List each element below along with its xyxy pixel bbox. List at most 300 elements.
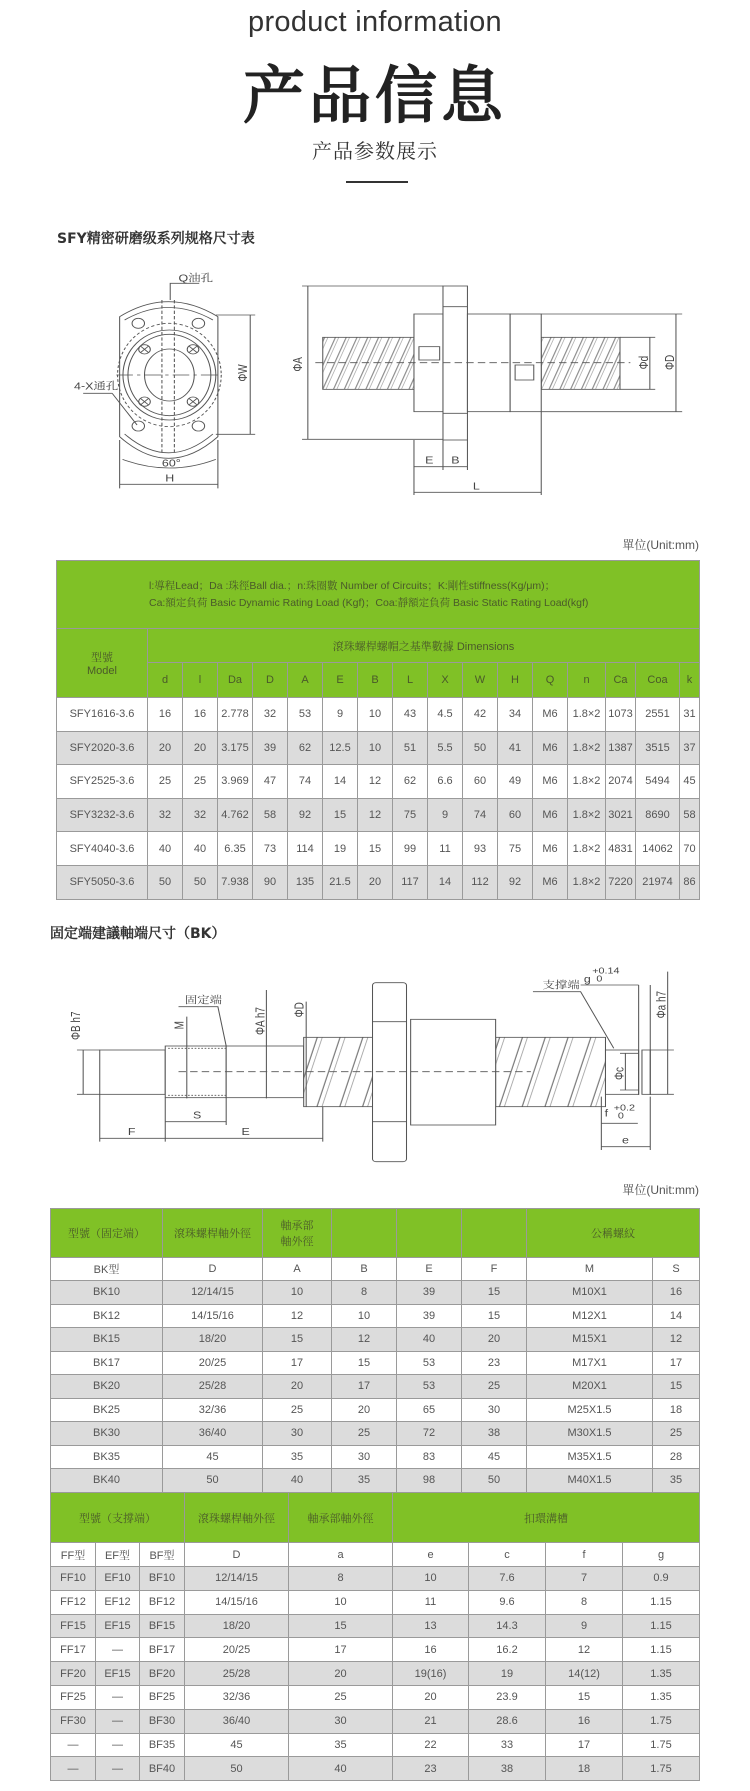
table-cell: 40 bbox=[289, 1757, 393, 1781]
table-cell: 40 bbox=[397, 1328, 462, 1352]
table-cell: 45 bbox=[163, 1445, 263, 1469]
table-cell: 74 bbox=[288, 765, 323, 799]
table-cell: 1.75 bbox=[623, 1709, 700, 1733]
table-cell: — bbox=[96, 1685, 140, 1709]
subheader-cell: a bbox=[289, 1543, 393, 1567]
table-cell: 62 bbox=[393, 765, 428, 799]
table-cell: 12 bbox=[653, 1328, 700, 1352]
table-cell: — bbox=[96, 1709, 140, 1733]
table-cell: 0.9 bbox=[623, 1567, 700, 1591]
table-cell: 18 bbox=[653, 1398, 700, 1422]
table-row bbox=[57, 731, 700, 765]
table-cell: 7.938 bbox=[218, 865, 253, 899]
table-cell: 18/20 bbox=[163, 1328, 263, 1352]
table-cell: BF12 bbox=[140, 1590, 185, 1614]
table-cell: 4831 bbox=[606, 832, 636, 866]
spec-legend-line-2: Ca:額定負荷 Basic Dynamic Rating Load (Kgf)；Coa:靜額定負荷 Basic Static Rating Load(kgf) bbox=[149, 596, 589, 609]
table-cell: 19(16) bbox=[393, 1662, 469, 1686]
column-header-b: B bbox=[358, 663, 393, 698]
subheader-cell: D bbox=[163, 1258, 263, 1281]
dimensions-header: 滾珠螺桿螺帽之基準數據 Dimensions bbox=[148, 629, 700, 663]
table-cell: 16 bbox=[148, 698, 183, 732]
table-row bbox=[57, 698, 700, 732]
table-cell: 15 bbox=[289, 1614, 393, 1638]
table-cell: 72 bbox=[397, 1422, 462, 1446]
table-cell: BF40 bbox=[140, 1757, 185, 1781]
table-cell: 83 bbox=[397, 1445, 462, 1469]
table-cell: 25 bbox=[148, 765, 183, 799]
table-cell: 45 bbox=[680, 765, 700, 799]
table-cell: BK30 bbox=[51, 1422, 163, 1446]
table-cell: EF10 bbox=[96, 1567, 140, 1591]
table-cell: 10 bbox=[289, 1590, 393, 1614]
spec-legend-line-1: l:導程Lead；Da :珠徑Ball dia.；n:珠圈數 Number of Circuits；K:剛性stiffness(Kg/μm)； bbox=[149, 579, 556, 592]
dim-g-label: g bbox=[583, 974, 591, 986]
table-cell: 25 bbox=[332, 1422, 397, 1446]
table-cell: 53 bbox=[288, 698, 323, 732]
table-row bbox=[51, 1662, 700, 1686]
subheader-cell: M bbox=[527, 1258, 653, 1281]
table-cell: 62 bbox=[288, 731, 323, 765]
subheader-cell: EF型 bbox=[96, 1543, 140, 1567]
table-cell: SFY2525-3.6 bbox=[57, 765, 148, 799]
dim-d-label: ΦD bbox=[293, 1002, 308, 1018]
table-cell: 43 bbox=[393, 698, 428, 732]
table-cell: 18/20 bbox=[185, 1614, 289, 1638]
table-cell: 32/36 bbox=[185, 1685, 289, 1709]
table-cell: 1.8×2 bbox=[568, 731, 606, 765]
table-cell: 8 bbox=[332, 1281, 397, 1305]
column-header-ca: Ca bbox=[606, 663, 636, 698]
subheader-row bbox=[51, 1543, 700, 1567]
column-header-n: n bbox=[568, 663, 606, 698]
table-cell: 53 bbox=[397, 1375, 462, 1399]
column-header-a: A bbox=[288, 663, 323, 698]
table-cell: 12/14/15 bbox=[163, 1281, 263, 1305]
table-cell: 21 bbox=[393, 1709, 469, 1733]
table-cell: FF17 bbox=[51, 1638, 96, 1662]
table-cell: 16 bbox=[183, 698, 218, 732]
table-cell: 37 bbox=[680, 731, 700, 765]
subheader-row bbox=[51, 1258, 700, 1281]
table-cell: 5494 bbox=[636, 765, 680, 799]
table-cell: 51 bbox=[393, 731, 428, 765]
table-cell: 23.9 bbox=[469, 1685, 546, 1709]
table-cell: FF10 bbox=[51, 1567, 96, 1591]
table-cell: 86 bbox=[680, 865, 700, 899]
table-cell: 92 bbox=[288, 798, 323, 832]
table-cell: 10 bbox=[393, 1567, 469, 1591]
table-cell: 1.15 bbox=[623, 1590, 700, 1614]
table-cell: 1.75 bbox=[623, 1733, 700, 1757]
table-cell: 36/40 bbox=[163, 1422, 263, 1446]
table-cell: FF12 bbox=[51, 1590, 96, 1614]
table-cell: 7 bbox=[546, 1567, 623, 1591]
table-cell: 22 bbox=[393, 1733, 469, 1757]
table-cell: 50 bbox=[463, 731, 498, 765]
table-row bbox=[51, 1328, 700, 1352]
table-cell: 35 bbox=[332, 1469, 397, 1493]
table-cell: 9 bbox=[546, 1614, 623, 1638]
table-cell: 8 bbox=[289, 1567, 393, 1591]
table-cell: 16 bbox=[393, 1638, 469, 1662]
table-cell: 38 bbox=[462, 1422, 527, 1446]
page-title: 产品信息 bbox=[242, 59, 507, 132]
table-cell: 35 bbox=[263, 1445, 332, 1469]
spec-legend bbox=[57, 561, 700, 629]
table-cell: 1.8×2 bbox=[568, 765, 606, 799]
table-cell: EF15 bbox=[96, 1662, 140, 1686]
ff-header-snap-ring-groove: 扣環溝槽 bbox=[393, 1493, 700, 1543]
table-cell: 14/15/16 bbox=[163, 1304, 263, 1328]
table-cell: 38 bbox=[469, 1757, 546, 1781]
table-cell: 36/40 bbox=[185, 1709, 289, 1733]
table-cell: 4.5 bbox=[428, 698, 463, 732]
table-cell: 17 bbox=[546, 1733, 623, 1757]
table-cell: 41 bbox=[498, 731, 533, 765]
dim-a-h7-label: ΦA h7 bbox=[254, 1007, 269, 1035]
table-row bbox=[51, 1375, 700, 1399]
subheader-cell: c bbox=[469, 1543, 546, 1567]
table-cell: 3515 bbox=[636, 731, 680, 765]
fixed-end-label: 固定端 bbox=[184, 995, 222, 1006]
table-cell: 9 bbox=[323, 698, 358, 732]
table-cell: 11 bbox=[428, 832, 463, 866]
table-row bbox=[57, 798, 700, 832]
table-cell: 15 bbox=[323, 798, 358, 832]
table-cell: 42 bbox=[463, 698, 498, 732]
table-cell: 49 bbox=[498, 765, 533, 799]
table-cell: 99 bbox=[393, 832, 428, 866]
table-cell: BK10 bbox=[51, 1281, 163, 1305]
table-cell: 30 bbox=[289, 1709, 393, 1733]
bk-header-model: 型號（固定端） bbox=[51, 1209, 163, 1258]
column-header-e: E bbox=[323, 663, 358, 698]
dim-a-small-h7-label: Φa h7 bbox=[655, 990, 669, 1019]
x-through-hole-label: 4-X通孔 bbox=[74, 381, 119, 392]
table-cell: 1.75 bbox=[623, 1757, 700, 1781]
table-cell: FF30 bbox=[51, 1709, 96, 1733]
table-cell: 12 bbox=[358, 765, 393, 799]
table-cell: 75 bbox=[498, 832, 533, 866]
table-cell: 15 bbox=[332, 1351, 397, 1375]
table-cell: 12.5 bbox=[323, 731, 358, 765]
bk-header-bearing-od bbox=[263, 1209, 332, 1258]
table-cell: 14 bbox=[428, 865, 463, 899]
table-row bbox=[57, 832, 700, 866]
table-cell: 93 bbox=[463, 832, 498, 866]
table-cell: 135 bbox=[288, 865, 323, 899]
shaft-end-drawing bbox=[50, 940, 700, 1180]
table-cell: 25 bbox=[183, 765, 218, 799]
table-cell: 17 bbox=[332, 1375, 397, 1399]
dim-l-label: L bbox=[472, 481, 480, 492]
table-cell: 14.3 bbox=[469, 1614, 546, 1638]
table-cell: 65 bbox=[397, 1398, 462, 1422]
column-header-q: Q bbox=[533, 663, 568, 698]
table-cell: 30 bbox=[263, 1422, 332, 1446]
table-cell: 12 bbox=[358, 798, 393, 832]
table-cell: M30X1.5 bbox=[527, 1422, 653, 1446]
table-cell: 25/28 bbox=[163, 1375, 263, 1399]
ball-nut-drawing bbox=[50, 250, 700, 510]
table-cell: M10X1 bbox=[527, 1281, 653, 1305]
table-cell: BF10 bbox=[140, 1567, 185, 1591]
bk-header-bearing-od-line2: 軸外徑 bbox=[280, 1236, 314, 1248]
subheader-cell: BK型 bbox=[51, 1258, 163, 1281]
dim-e-label: E bbox=[425, 455, 434, 466]
f-tolerance-lower: 0 bbox=[617, 1111, 624, 1121]
bolt-holes bbox=[139, 345, 199, 407]
table-row bbox=[51, 1733, 700, 1757]
table-cell: 18 bbox=[546, 1757, 623, 1781]
table-cell: 16.2 bbox=[469, 1638, 546, 1662]
column-header-l: L bbox=[393, 663, 428, 698]
table-cell: 20 bbox=[289, 1662, 393, 1686]
table-cell: 20 bbox=[148, 731, 183, 765]
table-cell: 25 bbox=[289, 1685, 393, 1709]
table-cell: BK17 bbox=[51, 1351, 163, 1375]
table-cell: 8 bbox=[546, 1590, 623, 1614]
table-cell: BF30 bbox=[140, 1709, 185, 1733]
table-cell: 58 bbox=[253, 798, 288, 832]
table-cell: 3021 bbox=[606, 798, 636, 832]
table-cell: 60 bbox=[463, 765, 498, 799]
table-cell: 50 bbox=[148, 865, 183, 899]
table-row bbox=[51, 1685, 700, 1709]
table-cell: 50 bbox=[462, 1469, 527, 1493]
table-cell: 92 bbox=[498, 865, 533, 899]
table-cell: 53 bbox=[397, 1351, 462, 1375]
table-cell: BF20 bbox=[140, 1662, 185, 1686]
table-cell: 40 bbox=[263, 1469, 332, 1493]
table-row bbox=[51, 1351, 700, 1375]
model-header-cn: 型號 bbox=[91, 652, 113, 664]
table-cell: 16 bbox=[546, 1709, 623, 1733]
table-cell: FF15 bbox=[51, 1614, 96, 1638]
table-cell: 45 bbox=[185, 1733, 289, 1757]
subheader-cell: S bbox=[653, 1258, 700, 1281]
table-cell: 1.8×2 bbox=[568, 698, 606, 732]
table-cell: 2.778 bbox=[218, 698, 253, 732]
table-cell: 17 bbox=[653, 1351, 700, 1375]
table-cell: — bbox=[51, 1733, 96, 1757]
table-cell: 114 bbox=[288, 832, 323, 866]
table-cell: M15X1 bbox=[527, 1328, 653, 1352]
table-cell: 39 bbox=[397, 1304, 462, 1328]
table-cell: M20X1 bbox=[527, 1375, 653, 1399]
table-cell: 20 bbox=[263, 1375, 332, 1399]
section-title-bk: 固定端建議軸端尺寸（BK） bbox=[50, 926, 226, 942]
model-header bbox=[57, 629, 148, 698]
table-row bbox=[51, 1445, 700, 1469]
table-cell: 14/15/16 bbox=[185, 1590, 289, 1614]
dim-e-small-label: e bbox=[622, 1135, 629, 1146]
table-cell: 28.6 bbox=[469, 1709, 546, 1733]
table-cell: BK12 bbox=[51, 1304, 163, 1328]
dim-s-label: S bbox=[193, 1110, 202, 1121]
table-cell: M6 bbox=[533, 698, 568, 732]
table-cell: 20/25 bbox=[163, 1351, 263, 1375]
table-cell: M6 bbox=[533, 832, 568, 866]
dim-h-label: H bbox=[165, 473, 175, 485]
table-cell: BK25 bbox=[51, 1398, 163, 1422]
table-cell: 1387 bbox=[606, 731, 636, 765]
table-cell: 25 bbox=[462, 1375, 527, 1399]
bk-header-empty-f bbox=[462, 1209, 527, 1258]
column-header-w: W bbox=[463, 663, 498, 698]
dim-e-label: E bbox=[241, 1127, 250, 1138]
table-cell: 112 bbox=[463, 865, 498, 899]
table-cell: 35 bbox=[653, 1469, 700, 1493]
table-cell: BK40 bbox=[51, 1469, 163, 1493]
dim-f-small-label: f bbox=[604, 1108, 609, 1120]
table-cell: 25 bbox=[263, 1398, 332, 1422]
table-cell: 73 bbox=[253, 832, 288, 866]
angle-label: 60° bbox=[161, 458, 181, 470]
table-cell: 16 bbox=[653, 1281, 700, 1305]
table-cell: 32/36 bbox=[163, 1398, 263, 1422]
model-header-en: Model bbox=[87, 665, 117, 677]
table-cell: M40X1.5 bbox=[527, 1469, 653, 1493]
column-header-coa: Coa bbox=[636, 663, 680, 698]
table-cell: 21.5 bbox=[323, 865, 358, 899]
table-cell: 9.6 bbox=[469, 1590, 546, 1614]
subheader-cell: E bbox=[397, 1258, 462, 1281]
table-cell: M25X1.5 bbox=[527, 1398, 653, 1422]
table-cell: 20 bbox=[393, 1685, 469, 1709]
column-header-d: D bbox=[253, 663, 288, 698]
table-cell: 7.6 bbox=[469, 1567, 546, 1591]
subheader-cell: F bbox=[462, 1258, 527, 1281]
table-cell: 11 bbox=[393, 1590, 469, 1614]
table-cell: 45 bbox=[462, 1445, 527, 1469]
table-cell: 50 bbox=[163, 1469, 263, 1493]
table-cell: 15 bbox=[263, 1328, 332, 1352]
table-row bbox=[51, 1281, 700, 1305]
table-cell: 15 bbox=[462, 1304, 527, 1328]
table-cell: 1073 bbox=[606, 698, 636, 732]
table-cell: 5.5 bbox=[428, 731, 463, 765]
table-cell: 40 bbox=[183, 832, 218, 866]
table-cell: BK15 bbox=[51, 1328, 163, 1352]
bk-header-thread: 公稱螺紋 bbox=[527, 1209, 700, 1258]
table-cell: BF15 bbox=[140, 1614, 185, 1638]
table-row bbox=[51, 1757, 700, 1781]
table-cell: 19 bbox=[323, 832, 358, 866]
table-cell: BF17 bbox=[140, 1638, 185, 1662]
table-cell: 25/28 bbox=[185, 1662, 289, 1686]
table-cell: 2551 bbox=[636, 698, 680, 732]
table-cell: 12 bbox=[332, 1328, 397, 1352]
table-cell: 1.8×2 bbox=[568, 832, 606, 866]
table-cell: 10 bbox=[358, 731, 393, 765]
ff-header-model: 型號（支撐端） bbox=[51, 1493, 185, 1543]
table-cell: 35 bbox=[289, 1733, 393, 1757]
table-cell: EF15 bbox=[96, 1614, 140, 1638]
table-cell: 30 bbox=[462, 1398, 527, 1422]
table-cell: — bbox=[96, 1733, 140, 1757]
table-cell: SFY5050-3.6 bbox=[57, 865, 148, 899]
title-divider bbox=[346, 181, 408, 183]
column-header-d: d bbox=[148, 663, 183, 698]
table-cell: — bbox=[96, 1638, 140, 1662]
table-row bbox=[51, 1398, 700, 1422]
table-cell: 20 bbox=[332, 1398, 397, 1422]
table-cell: 50 bbox=[185, 1757, 289, 1781]
table-cell: 14062 bbox=[636, 832, 680, 866]
column-header-l: l bbox=[183, 663, 218, 698]
table-cell: 33 bbox=[469, 1733, 546, 1757]
dim-b-label: B bbox=[451, 455, 460, 466]
table-cell: 32 bbox=[183, 798, 218, 832]
column-header-x: X bbox=[428, 663, 463, 698]
ff-header-bearing-od: 軸承部軸外徑 bbox=[289, 1493, 393, 1543]
table-row bbox=[51, 1614, 700, 1638]
table-cell: 1.35 bbox=[623, 1662, 700, 1686]
table-cell: 1.35 bbox=[623, 1685, 700, 1709]
table-cell: M35X1.5 bbox=[527, 1445, 653, 1469]
table-cell: 50 bbox=[183, 865, 218, 899]
table-cell: 10 bbox=[358, 698, 393, 732]
table-cell: 12 bbox=[263, 1304, 332, 1328]
table-cell: 14 bbox=[653, 1304, 700, 1328]
table-cell: M6 bbox=[533, 865, 568, 899]
table-cell: 28 bbox=[653, 1445, 700, 1469]
table-row bbox=[51, 1590, 700, 1614]
table-cell: BK20 bbox=[51, 1375, 163, 1399]
table-cell: 6.6 bbox=[428, 765, 463, 799]
table-row bbox=[51, 1304, 700, 1328]
table-cell: 20 bbox=[183, 731, 218, 765]
table-row bbox=[51, 1709, 700, 1733]
table-cell: 10 bbox=[332, 1304, 397, 1328]
dim-b-h7-label: ΦB h7 bbox=[69, 1011, 84, 1040]
table-cell: EF12 bbox=[96, 1590, 140, 1614]
column-header-da: Da bbox=[218, 663, 253, 698]
english-title: product information bbox=[248, 6, 502, 38]
table-cell: 15 bbox=[653, 1375, 700, 1399]
unit-label-1: 單位(Unit:mm) bbox=[622, 538, 699, 552]
table-cell: 12/14/15 bbox=[185, 1567, 289, 1591]
subheader-cell: BF型 bbox=[140, 1543, 185, 1567]
dim-d-small-label: Φd bbox=[637, 355, 652, 370]
table-cell: 30 bbox=[332, 1445, 397, 1469]
table-cell: FF20 bbox=[51, 1662, 96, 1686]
g-tolerance-upper: +0.14 bbox=[592, 966, 620, 976]
table-cell: 15 bbox=[358, 832, 393, 866]
ff-header-shaft-od: 滾珠螺桿軸外徑 bbox=[185, 1493, 289, 1543]
table-cell: 3.175 bbox=[218, 731, 253, 765]
table-cell: 1.15 bbox=[623, 1614, 700, 1638]
g-tolerance-lower: 0 bbox=[596, 974, 603, 985]
table-cell: 1.8×2 bbox=[568, 798, 606, 832]
table-cell: 9 bbox=[428, 798, 463, 832]
table-cell: 4.762 bbox=[218, 798, 253, 832]
table-cell: 32 bbox=[148, 798, 183, 832]
table-cell: 17 bbox=[263, 1351, 332, 1375]
dim-w-label: ΦW bbox=[236, 364, 251, 382]
table-cell: 14 bbox=[323, 765, 358, 799]
table-cell: 34 bbox=[498, 698, 533, 732]
dim-c-label: Φc bbox=[613, 1067, 627, 1080]
table-cell: 39 bbox=[397, 1281, 462, 1305]
table-cell: 10 bbox=[263, 1281, 332, 1305]
table-row bbox=[51, 1567, 700, 1591]
table-cell: 13 bbox=[393, 1614, 469, 1638]
table-cell: 31 bbox=[680, 698, 700, 732]
unit-label-2: 單位(Unit:mm) bbox=[622, 1183, 699, 1197]
